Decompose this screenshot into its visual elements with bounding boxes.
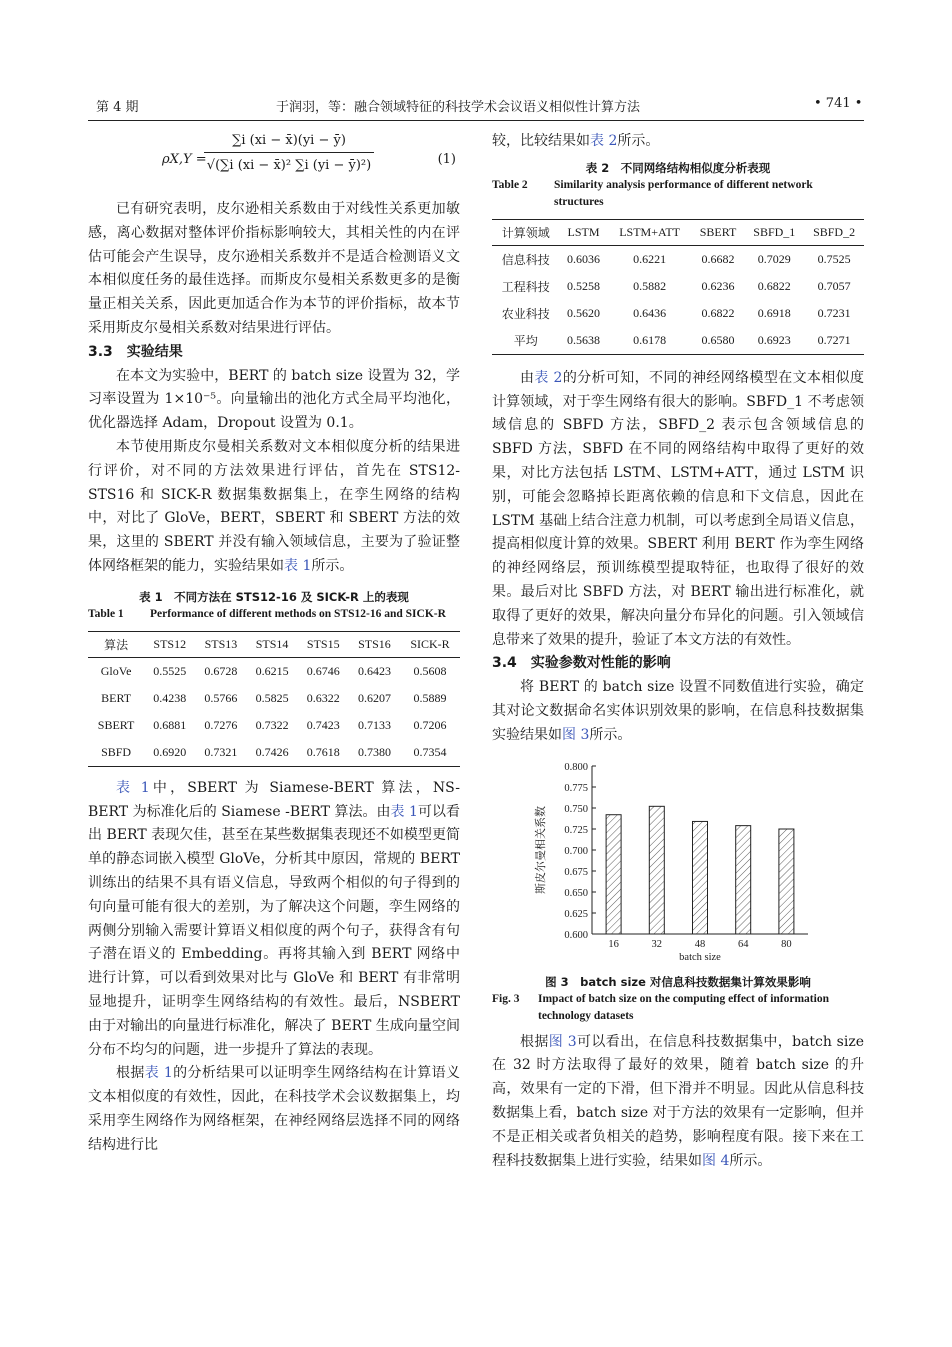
table-cell: 0.7423 [306,717,340,732]
table-2-title: Similarity analysis performance of different network structures [554,178,813,208]
table-cell: 0.7133 [357,717,391,732]
table-cell: 0.5889 [413,690,447,705]
table-ref-link[interactable]: 表 1 [116,779,150,796]
text: 的分析结果可以证明孪生网络结构在计算语义文本相似度的有效性，因此，在科技学术会议数据集上，均采用孪生网络作为网络框架，在神经网络层选择不同的网络结构进行比 [88,1065,461,1153]
table-cell: 0.5638 [560,327,608,355]
figure-ref-link[interactable]: 图 3 [562,726,590,743]
x-axis-label: batch size [679,951,721,963]
table-cell: 0.5525 [153,663,187,678]
section-heading-3-3: 3.3 实验结果 [88,343,183,360]
table-cell: 0.5608 [413,663,447,678]
y-tick-label: 0.700 [564,845,588,857]
y-tick-label: 0.600 [564,929,588,941]
equation-denominator: √(∑i (xi − x̄)² ∑i (yi − ȳ)²) [206,158,372,173]
table-header-cell: SBFD_2 [804,219,864,245]
table-cell: 0.6436 [633,305,667,320]
table-header-cell: STS13 [195,631,246,657]
y-tick-label: 0.750 [564,803,588,815]
table-cell: 0.5620 [567,305,601,320]
table-cell: 0.6036 [567,251,601,266]
paragraph [492,676,864,747]
table-cell: 0.6746 [306,663,340,678]
table-header-cell: STS16 [349,631,400,657]
y-tick-label: 0.775 [564,782,588,794]
table-ref-link[interactable]: 表 1 [390,803,418,820]
table-cell: GloVe [100,663,132,678]
table-cell: 0.7276 [204,717,238,732]
table-cell: 0.6215 [255,663,289,678]
table-cell: 0.7426 [247,739,298,767]
table-header-cell: SICK-R [400,631,460,657]
table-cell: 0.5258 [567,278,601,293]
text: 本节使用斯皮尔曼相关系数对文本相似度分析的结果进行评价，对不同的方法效果进行评估，首先在 STS12-STS16 和 SICK-R 数据集数据集上，在孪生网络的结构中，对比了 GloVe，BERT，SBERT 和 SBERT 方法的效果，这里的 SBERT 并没有输入领域信息，主要为了验证整体网络框架的能力，实验结果如 [88,438,460,574]
bar [736,825,751,933]
table-cell: 0.7618 [298,739,349,767]
table-row [492,245,864,273]
table-cell: 0.6322 [306,690,340,705]
text: 的分析可知，不同的神经网络模型在文本相似度计算领域，对于孪生网络有很大的影响。SBFD_1 不考虑领域信息的 SBFD 方法，SBFD_2 表示包含领域信息的 SBFD 方法，SBFD 在不同的网络结构中取得了更好的效果，对比方法包括 LSTM、LSTM+ATT，通过 LSTM 识别，可能会忽略掉长距离依赖的信息和下文信息，因此在 LSTM 基础上结合注意力机制，可以考虑到全局语义信息，提高相似度计算的效果。SBERT 利用 BERT 作为孪生网络的神经网络层，预训练模型提取特征，也取得了很好的效果。最后对比 SBFD 方法，对 BERT 输出进行标准化，就取得了更好的效果，解决向量分布异化的问题。引入领域信息带来了效果的提升，验证了本文方法的有效性。 [492,369,865,648]
table-ref-link[interactable]: 表 1 [284,557,312,574]
paragraph [492,1031,864,1174]
table-cell: 0.7380 [349,739,400,767]
table-cell: 0.6920 [144,739,195,767]
table-cell: 信息科技 [501,252,550,267]
table-cell: BERT [101,690,132,705]
text: 所示。 [311,557,354,574]
table-row [88,739,460,767]
header-rule [88,120,864,121]
table-header-cell: SBERT [692,219,745,245]
table-cell: 0.6822 [757,278,791,293]
text: 根据 [520,1033,549,1050]
table-ref-link[interactable]: 表 1 [144,1065,173,1082]
table-row [492,327,864,355]
equation-number: (1) [437,152,456,167]
table-2 [492,219,864,355]
figure-ref-link[interactable]: 图 4 [702,1152,730,1169]
bar [649,806,664,934]
table-cell: 0.7029 [757,251,791,266]
paragraph: 已有研究表明，皮尔逊相关系数由于对线性关系更加敏感，离心数据对整体评价指标影响较大，其相关性的内在评估可能会产生误导，皮尔逊相关系数并不是适合检测语义文本相似度任务的最佳选择。而斯皮尔曼相关系数更多的是衡量正相关关系，因此更加适合作为本节的评价指标，故本节采用斯皮尔曼相关系数对结果进行评估。 [88,201,460,336]
table-row [492,273,864,300]
table-header-cell: STS15 [298,631,349,657]
paragraph [88,777,460,1063]
table-cell: 0.6236 [701,278,735,293]
x-tick-label: 32 [651,938,663,950]
text: 所示。 [617,133,660,149]
equation-numerator: ∑i (xi − x̄)(yi − ȳ) [204,130,374,153]
table-header-cell: STS14 [247,631,298,657]
y-tick-label: 0.650 [564,887,588,899]
table-cell: 0.6207 [357,690,391,705]
y-tick-label: 0.625 [564,908,588,920]
text: 可以看出，在信息科技数据集中，batch size 在 32 时方法取得了最好的效果，随着 batch size 的升高，效果有一定的下滑，但下滑并不明显。因此从信息科技数据集上看，batch size 对于方法的效果有一定影响，但并不是正相关或者负相关的趋势，影响程度有限。接下来在工程科技数据集上进行实验，结果如 [492,1033,865,1169]
table-cell: 0.7231 [817,305,851,320]
table-cell: 0.5766 [204,690,238,705]
y-axis-label: 斯皮尔曼相关系数 [535,805,547,894]
table-cell: 0.4238 [153,690,187,705]
paragraph [492,130,864,154]
figure-3-title: Impact of batch size on the computing effect of information technology datasets [538,992,829,1022]
y-tick-label: 0.675 [564,866,588,878]
table-cell: 0.7057 [817,278,851,293]
right-column [492,130,864,1173]
table-2-caption-en [492,177,864,211]
x-tick-label: 48 [694,938,706,950]
page-number: • 741 • [814,96,863,111]
text: 由 [520,369,535,386]
figure-3-label: Fig. 3 [492,992,520,1005]
section-heading-3-4: 3.4 实验参数对性能的影响 [492,655,671,672]
equation-1 [88,130,460,198]
bar [779,829,794,934]
table-cell: 0.7321 [195,739,246,767]
table-cell: 0.5825 [255,690,289,705]
table-1-caption-en [88,606,460,623]
table-cell: 0.6923 [744,327,804,355]
table-cell: SBFD [88,739,144,767]
equation-fraction [204,130,374,179]
text: 可以看出 BERT 表现欠佳，甚至在某些数据集表现还不如模型更简单的静态词嵌入模型 GloVe，分析其中原因，常规的 BERT 训练出的结果不具有语义信息，导致两个相似的句子得到的句向量可能有很大的差别，为了解决这个问题，孪生网络的两侧分别输入需要计算语义相似度的两个句子，获得含有句子潜在语义的 Embedding。再将其输入到 BERT 网络中进行计算，可以看到效果对比与 GloVe 和 BERT 有非常明显地提升，证明孪生网络结构的有效性。最后，NSBERT 由于对输出的向量进行标准化，解决了 BERT 生成向量空间分布不均匀的问题，进一步提升了算法的表现。 [88,803,461,1058]
table-cell: 平均 [492,327,560,355]
y-tick-label: 0.800 [564,761,588,773]
table-cell: 0.6178 [608,327,692,355]
text: 中，SBERT 为 Siamese-BERT 算法，NS-BERT 为标准化后的 Siamese -BERT 算法。由 [88,779,460,820]
table-cell: 0.7322 [255,717,289,732]
table-cell: 0.6423 [357,663,391,678]
text: 所示。 [589,726,632,743]
table-cell: 工程科技 [501,279,550,294]
bar [606,814,621,933]
table-cell: 0.7206 [413,717,447,732]
table-cell: 0.7525 [817,251,851,266]
y-tick-label: 0.725 [564,824,588,836]
paragraph [88,1062,460,1157]
table-cell: SBERT [97,717,135,732]
table-row [88,712,460,739]
left-column [88,130,460,1158]
x-tick-label: 64 [737,938,749,950]
table-cell: 0.5882 [633,278,667,293]
table-cell: 0.6580 [692,327,745,355]
table-cell: 农业科技 [501,306,550,321]
table-1-caption-cn: 表 1 不同方法在 STS12-16 及 SICK-R 上的表现 [139,589,409,604]
running-title: 于润羽，等：融合领域特征的科技学术会议语义相似性计算方法 [276,100,641,115]
text: 根据 [116,1065,145,1082]
figure-ref-link[interactable]: 图 3 [548,1033,577,1050]
table-ref-link[interactable]: 表 2 [534,369,563,386]
table-header-cell: LSTM+ATT [608,219,692,245]
text: 将 BERT 的 batch size 设置不同数值进行实验，确定其对论文数据命名实体识别效果的影响，在信息科技数据集实验结果如 [492,679,864,743]
table-header-cell: STS12 [144,631,195,657]
table-header-cell: SBFD_1 [744,219,804,245]
paragraph: 在本文为实验中，BERT 的 batch size 设置为 32，学习率设置为 1×10⁻⁵。向量输出的池化方式全局平均池化，优化器选择 Adam，Dropout 设置为 0.1。 [88,367,460,432]
figure-3-bar-chart [492,756,864,966]
table-cell: 0.6822 [701,305,735,320]
table-cell: 0.6221 [633,251,667,266]
x-tick-label: 16 [608,938,619,950]
table-2-caption-cn: 表 2 不同网络结构相似度分析表现 [585,160,771,175]
table-cell: 0.6728 [204,663,238,678]
paragraph [88,436,460,579]
table-row [88,685,460,712]
bar [693,821,708,934]
table-1-title: Performance of different methods on STS12-16 and SICK-R [150,607,446,620]
table-cell: 0.7271 [804,327,864,355]
table-cell: 0.6918 [757,305,791,320]
table-row [492,300,864,327]
text: 较，比较结果如 [492,133,590,149]
issue-number: 第 4 期 [96,100,139,115]
table-cell: 0.6881 [153,717,187,732]
equation-lhs: ρX,Y = [162,152,207,167]
table-cell: 0.6682 [701,251,735,266]
table-header-cell: 算法 [88,631,144,657]
text: 所示。 [729,1152,772,1169]
figure-3-caption-en [492,991,864,1025]
table-cell: 0.7354 [400,739,460,767]
table-1-label: Table 1 [88,607,124,620]
x-tick-label: 80 [781,938,792,950]
table-ref-link[interactable]: 表 2 [590,133,618,149]
table-header-cell: 计算领域 [492,219,560,245]
paragraph [492,367,864,653]
table-2-label: Table 2 [492,178,528,191]
table-header-cell: LSTM [560,219,608,245]
table-row [88,657,460,685]
figure-3-caption-cn: 图 3 batch size 对信息科技数据集计算效果影响 [545,974,811,989]
table-1 [88,631,460,767]
